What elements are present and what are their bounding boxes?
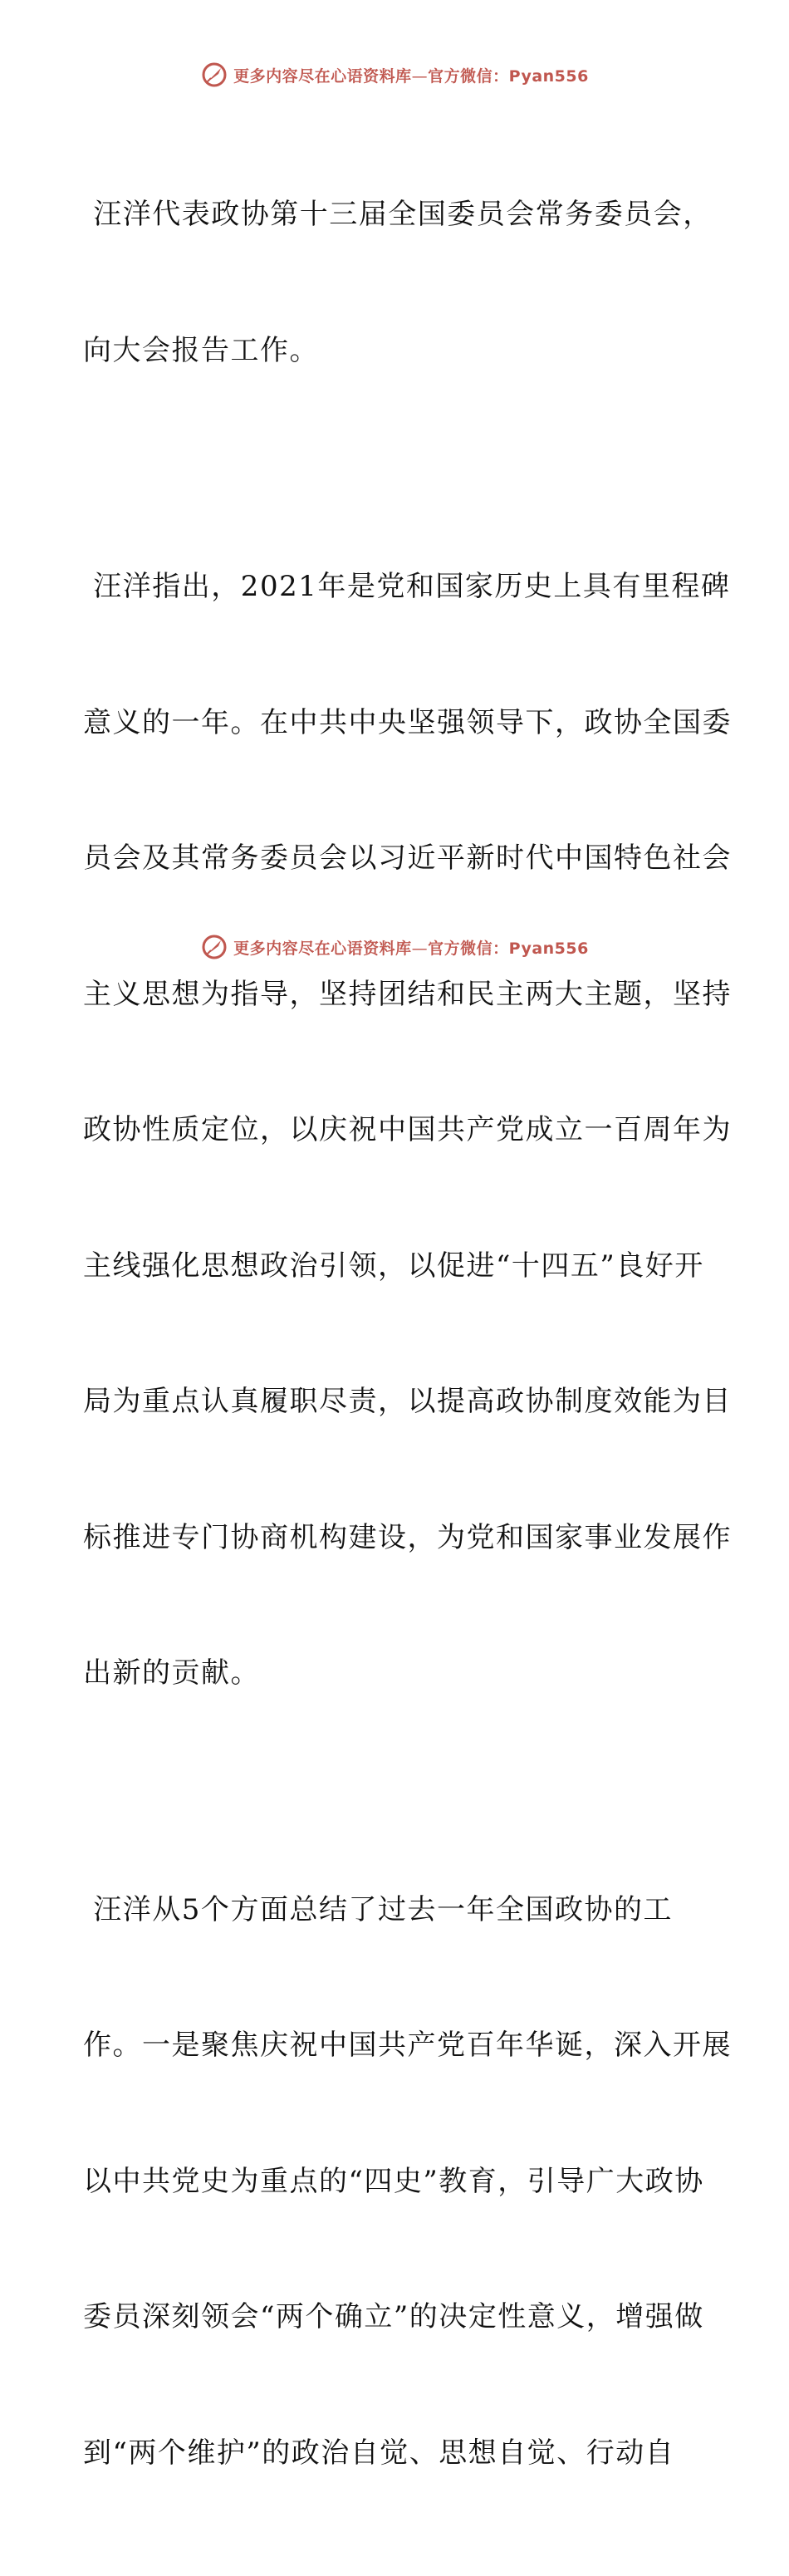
quill-logo-icon	[200, 933, 228, 961]
text-line: 以中共党史为重点的“四史”教育，引导广大政协	[83, 2164, 704, 2198]
text-line: 到“两个维护”的政治自觉、思想自觉、行动自	[83, 2436, 675, 2470]
text-line: 员会及其常务委员会以习近平新时代中国特色社会	[83, 841, 732, 875]
banner-text: 更多内容尽在心语资料库—官方微信：Pyan556	[233, 66, 589, 86]
paragraph-2	[83, 473, 732, 1787]
text-line: 标推进专门协商机构建设，为党和国家事业发展作	[83, 1520, 732, 1554]
text-line: 意义的一年。在中共中央坚强领导下，政协全国委	[83, 705, 732, 739]
text-line: 主线强化思想政治引领，以促进“十四五”良好开	[83, 1249, 704, 1283]
document-body	[83, 101, 732, 2576]
text-line: 汪洋指出，2021年是党和国家历史上具有里程碑	[83, 570, 731, 603]
text-line: 政协性质定位，以庆祝中国共产党成立一百周年为	[83, 1113, 732, 1146]
text-line: 出新的贡献。	[83, 1656, 260, 1690]
text-line: 汪洋从5个方面总结了过去一年全国政协的工	[83, 1892, 673, 1926]
header-watermark-banner	[0, 58, 789, 91]
text-line: 作。一是聚焦庆祝中国共产党百年华诞，深入开展	[83, 2029, 732, 2062]
text-line: 局为重点认真履职尽责，以提高政协制度效能为目	[83, 1385, 732, 1418]
text-line: 向大会报告工作。	[83, 333, 319, 367]
text-line: 委员深刻领会“两个确立”的决定性意义，增强做	[83, 2300, 704, 2333]
banner-text: 更多内容尽在心语资料库—官方微信：Pyan556	[233, 939, 589, 958]
text-line: 主义思想为指导，坚持团结和民主两大主题，坚持	[83, 977, 732, 1011]
paragraph-1	[83, 101, 714, 464]
quill-logo-icon	[200, 61, 228, 89]
text-line: 汪洋代表政协第十三届全国委员会常务委员会，	[83, 198, 713, 231]
footer-watermark-banner	[0, 930, 789, 964]
paragraph-3	[83, 1797, 732, 2567]
